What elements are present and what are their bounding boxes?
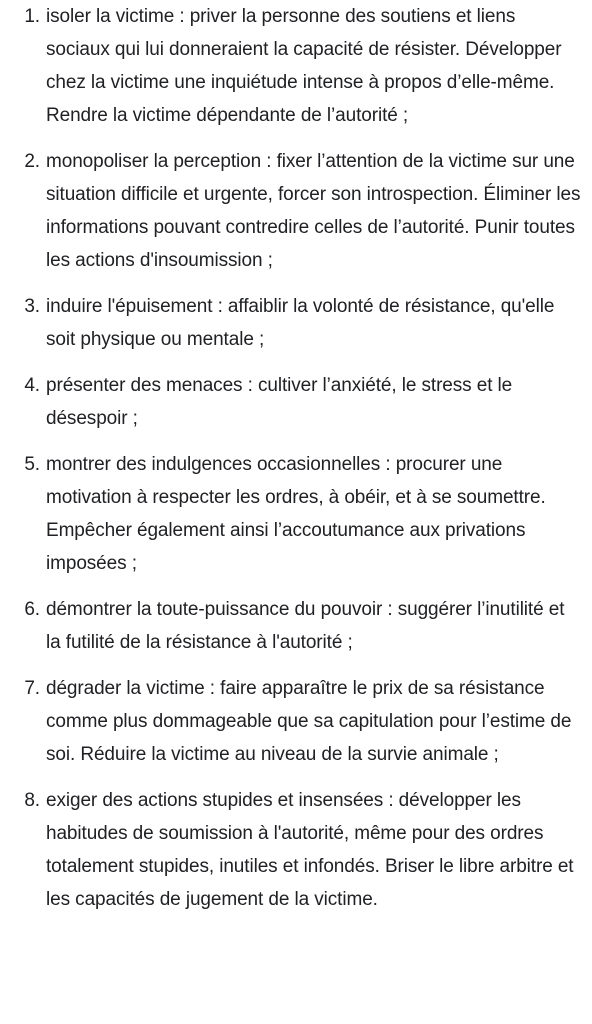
list-gap — [0, 435, 592, 448]
list-item-number: 4. — [24, 375, 40, 396]
list-item-number: 7. — [24, 678, 40, 699]
list-item-3 — [0, 290, 592, 356]
list-item-number: 3. — [24, 296, 40, 317]
list-item-text: montrer des indulgences occasionnelles : procurer une motivation à respecter les ordres, à obéir, et à se soumettre. Empêcher également ainsi l’accoutumance aux privations imposées ; — [46, 454, 546, 574]
list-item-4 — [0, 369, 592, 435]
list-item-5 — [0, 448, 592, 580]
list-gap — [0, 356, 592, 369]
list-item-6 — [0, 593, 592, 659]
list-item-text: dégrader la victime : faire apparaître le prix de sa résistance comme plus dommageable que sa capitulation pour l’estime de soi. Réduire la victime au niveau de la survie animale ; — [46, 678, 572, 765]
list-item-number: 8. — [24, 790, 40, 811]
list-item-1 — [0, 0, 592, 132]
list-item-text: induire l'épuisement : affaiblir la volonté de résistance, qu'elle soit physique ou mentale ; — [46, 296, 555, 350]
list-item-7 — [0, 672, 592, 771]
list-item-text: exiger des actions stupides et insensées : développer les habitudes de soumission à l'autorité, même pour des ordres totalement stupides, inutiles et infondés. Briser le libre arbitre et les capacités de jugement de la victime. — [46, 790, 574, 910]
list-item-number: 5. — [24, 454, 40, 475]
list-item-text: présenter des menaces : cultiver l’anxiété, le stress et le désespoir ; — [46, 375, 513, 429]
list-item-number: 1. — [24, 6, 40, 27]
list-item-8 — [0, 784, 592, 916]
list-gap — [0, 132, 592, 145]
list-item-text: isoler la victime : priver la personne des soutiens et liens sociaux qui lui donneraient la capacité de résister. Développer chez la victime une inquiétude intense à propos d’elle-même. Rendre la victime dépendante de l’autorité ; — [46, 6, 562, 126]
list-item-number: 2. — [24, 151, 40, 172]
list-gap — [0, 580, 592, 593]
list-item-number: 6. — [24, 599, 40, 620]
list-item-text: monopoliser la perception : fixer l’attention de la victime sur une situation difficile et urgente, forcer son introspection. Éliminer les informations pouvant contredire celles de l’autorité. Punir toutes les actions d'insoumission ; — [46, 151, 581, 271]
list-gap — [0, 277, 592, 290]
list-gap — [0, 771, 592, 784]
list-item-text: démontrer la toute-puissance du pouvoir : suggérer l’inutilité et la futilité de la résistance à l'autorité ; — [46, 599, 565, 653]
list-item-2 — [0, 145, 592, 277]
list-gap — [0, 659, 592, 672]
